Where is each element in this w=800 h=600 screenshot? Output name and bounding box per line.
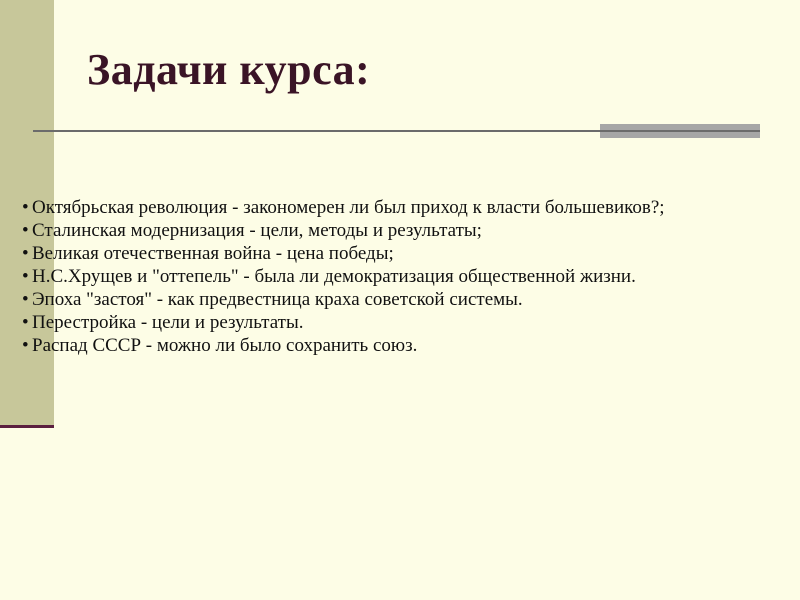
list-item-text: Перестройка - цели и результаты. [32, 312, 304, 333]
title-divider-block-line [600, 130, 760, 132]
course-objectives-list [22, 196, 792, 357]
list-item [22, 288, 792, 311]
title-divider-line [33, 130, 603, 132]
left-bar-accent-line [0, 425, 54, 428]
list-item-text: Н.С.Хрущев и "оттепель" - была ли демократизация общественной жизни. [32, 266, 636, 287]
list-item-text: Октябрьская революция - закономерен ли был приход к власти большевиков?; [32, 197, 665, 218]
list-item [22, 219, 792, 242]
list-item [22, 334, 792, 357]
list-item-text: Эпоха "застоя" - как предвестница краха советской системы. [32, 289, 523, 310]
list-item [22, 265, 792, 288]
list-item-text: Сталинская модернизация - цели, методы и результаты; [32, 220, 482, 241]
bullet-icon: • [22, 266, 29, 287]
list-item [22, 242, 792, 265]
bullet-icon: • [22, 312, 29, 333]
bullet-icon: • [22, 197, 29, 218]
bullet-icon: • [22, 335, 29, 356]
bullet-icon: • [22, 289, 29, 310]
slide-title: Задачи курса: [87, 45, 371, 94]
list-item-text: Великая отечественная война - цена победы; [32, 243, 394, 264]
list-item [22, 196, 792, 219]
bullet-icon: • [22, 243, 29, 264]
list-item [22, 311, 792, 334]
bullet-icon: • [22, 220, 29, 241]
list-item-text: Распад СССР - можно ли было сохранить союз. [32, 335, 418, 356]
